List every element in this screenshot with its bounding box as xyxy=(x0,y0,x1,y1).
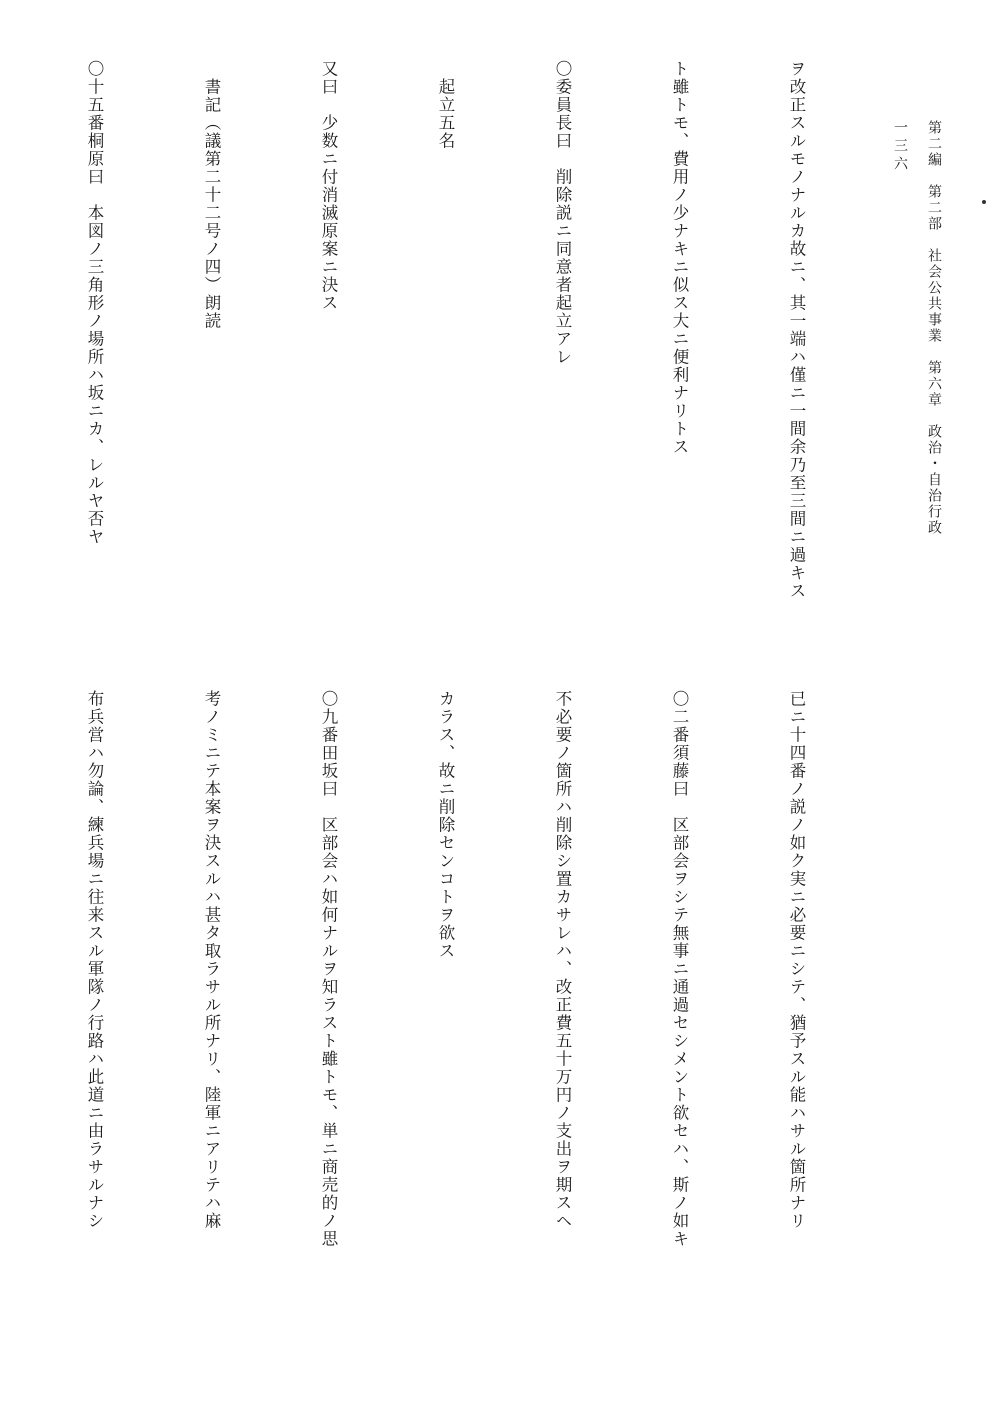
stray-mark xyxy=(982,200,986,204)
text-column: ヲ改正スルモノナルカ故ニ、其一端ハ僅ニ一間余乃至三間ニ過キス xyxy=(787,60,806,600)
text-column: 又曰 少数ニ付消滅原案ニ決ス xyxy=(319,60,338,312)
text-column: カラス、故ニ削除センコトヲ欲ス xyxy=(436,690,455,960)
text-column: 不必要ノ箇所ハ削除シ置カサレハ、改正費五十万円ノ支出ヲ期スヘ xyxy=(553,690,572,1230)
header-text: 第二編 第二部 社会公共事業 第六章 政治・自治行政 xyxy=(926,120,942,536)
text-column: 起立五名 xyxy=(436,60,455,150)
text-column: ト雖トモ、費用ノ少ナキニ似ス大ニ便利ナリトス xyxy=(670,60,689,456)
upper-text-block xyxy=(85,60,894,670)
text-column: 〇二番須藤曰 区部会ヲシテ無事ニ通過セシメント欲セハ、斯ノ如キ xyxy=(670,690,689,1248)
text-column: 書記（議第二十二号ノ四）朗読 xyxy=(202,60,221,330)
lower-text-block xyxy=(85,690,894,1330)
text-column: 〇十五番桐原曰 本図ノ三角形ノ場所ハ坂ニカ、レルヤ否ヤ xyxy=(85,60,104,546)
text-column: 已ニ十四番ノ説ノ如ク実ニ必要ニシテ、猶予スル能ハサル箇所ナリ xyxy=(787,690,806,1230)
running-header xyxy=(922,120,944,640)
text-column: 〇九番田坂曰 区部会ハ如何ナルヲ知ラスト雖トモ、単ニ商売的ノ思 xyxy=(319,690,338,1248)
page-number: 一三六 xyxy=(892,120,908,174)
text-column: 布兵営ハ勿論、練兵場ニ往来スル軍隊ノ行路ハ此道ニ由ラサルナシ xyxy=(85,690,104,1230)
text-column: 〇委員長曰 削除説ニ同意者起立アレ xyxy=(553,60,572,366)
text-column: 考ノミニテ本案ヲ決スルハ甚タ取ラサル所ナリ、陸軍ニアリテハ麻 xyxy=(202,690,221,1230)
